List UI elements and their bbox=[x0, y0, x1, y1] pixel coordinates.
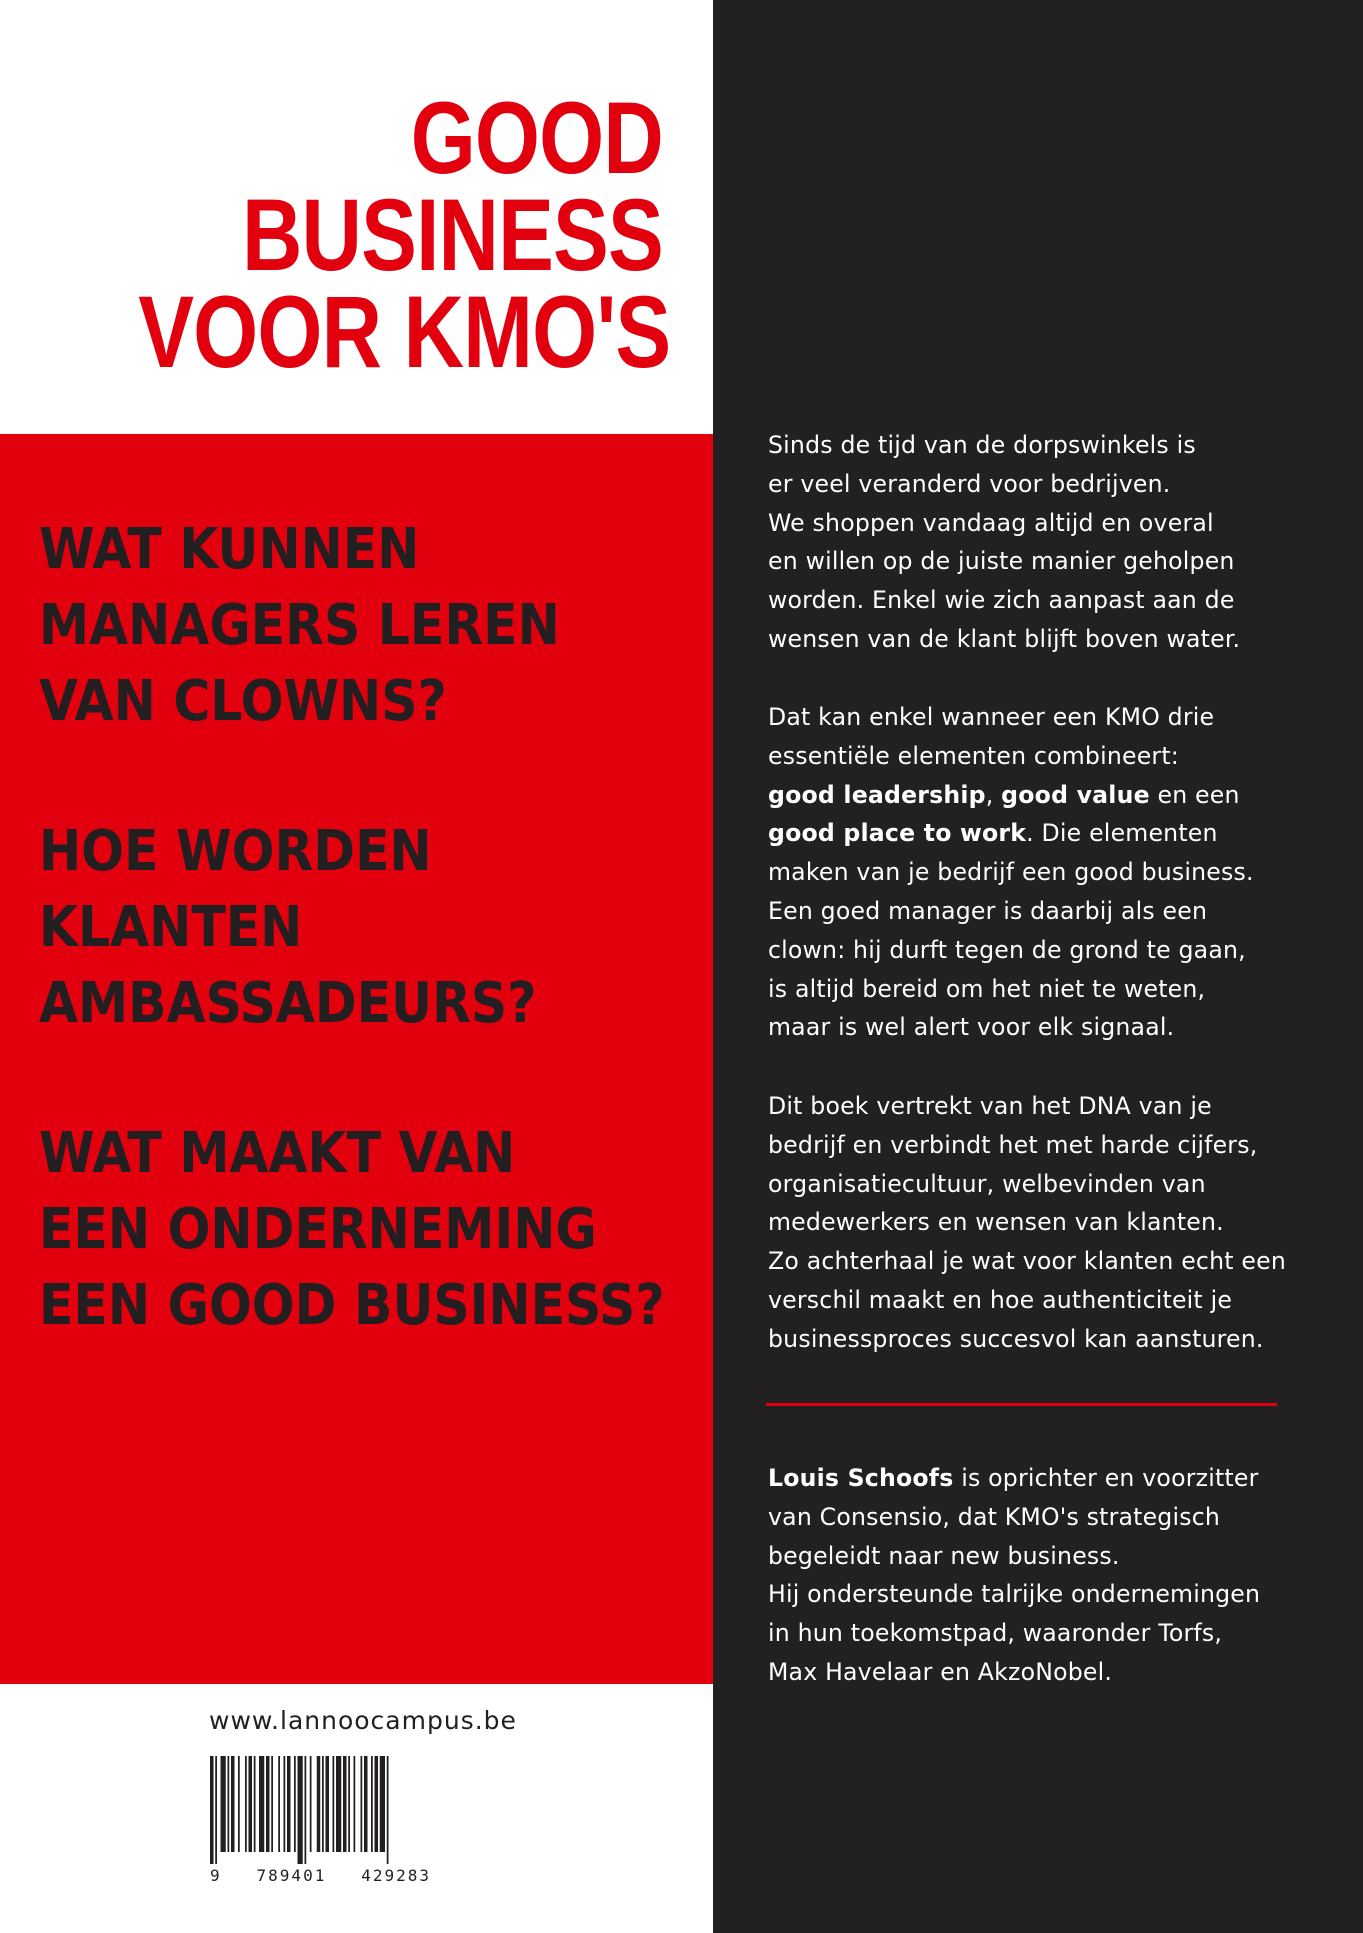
barcode-bar bbox=[284, 1756, 286, 1852]
barcode-bar bbox=[348, 1756, 350, 1852]
barcode-bar bbox=[387, 1756, 389, 1864]
barcode-bar bbox=[375, 1756, 379, 1852]
question-line: AMBASSADEURS? bbox=[39, 971, 537, 1036]
isbn-digits: 9 789401 429283 bbox=[210, 1866, 432, 1885]
question-line: MANAGERS LEREN bbox=[39, 593, 560, 658]
blurb-line: We shoppen vandaag altijd en overal bbox=[768, 508, 1214, 537]
blurb-line: verschil maakt en hoe authenticiteit je bbox=[768, 1285, 1233, 1314]
barcode-bar bbox=[278, 1756, 280, 1852]
question-line: HOE WORDEN bbox=[39, 819, 432, 884]
barcode-bar bbox=[254, 1756, 256, 1852]
question-line: EEN GOOD BUSINESS? bbox=[39, 1273, 665, 1338]
blurb-line: Sinds de tijd van de dorpswinkels is bbox=[768, 431, 1196, 459]
barcode-bar bbox=[361, 1756, 363, 1852]
barcode-bar bbox=[245, 1756, 247, 1852]
barcode-bar bbox=[364, 1756, 368, 1852]
blurb-line: er veel veranderd voor bedrijven. bbox=[768, 469, 1171, 498]
question-line: KLANTEN bbox=[39, 895, 303, 960]
bold-term: good place to work bbox=[768, 819, 1027, 848]
blurb-line: van Consensio, dat KMO's strategisch bbox=[768, 1502, 1221, 1531]
barcode-bar bbox=[343, 1756, 347, 1852]
barcode-bar bbox=[228, 1756, 230, 1852]
blurb-line: Dit boek vertrekt van het DNA van je bbox=[768, 1092, 1212, 1120]
blurb-line: Zo achterhaal je wat voor klanten echt een bbox=[768, 1247, 1286, 1276]
blurb-line: en willen op de juiste manier geholpen bbox=[768, 547, 1235, 576]
blurb-line: Een goed manager is daarbij als een bbox=[768, 896, 1208, 925]
barcode-bar bbox=[238, 1756, 240, 1852]
barcode-bar bbox=[210, 1756, 214, 1864]
question-1 bbox=[0, 512, 651, 740]
blurb-text: . Die elementen bbox=[1026, 819, 1218, 848]
question-line: EEN ONDERNEMING bbox=[39, 1197, 597, 1262]
blurb-paragraph-2 bbox=[768, 698, 1288, 1047]
barcode-bar bbox=[294, 1756, 296, 1852]
barcode-bar bbox=[221, 1756, 226, 1852]
blurb-line bbox=[768, 814, 1288, 853]
blurb-line: essentiële elementen combineert: bbox=[768, 741, 1179, 770]
blurb-line bbox=[768, 776, 1288, 815]
blurb-paragraph-1 bbox=[768, 426, 1288, 659]
barcode-bar bbox=[231, 1756, 235, 1852]
barcode-bar bbox=[259, 1756, 264, 1852]
barcode-bar bbox=[326, 1756, 330, 1852]
question-line: WAT KUNNEN bbox=[39, 517, 420, 582]
blurb-line: clown: hij durft tegen de grond te gaan, bbox=[768, 935, 1246, 964]
barcode-bar bbox=[336, 1756, 341, 1852]
barcode-bar bbox=[271, 1756, 273, 1852]
book-title bbox=[23, 81, 671, 389]
blurb-line: businessproces succesvol kan aansturen. bbox=[768, 1324, 1264, 1353]
barcode-bar bbox=[371, 1756, 373, 1852]
barcode-bar bbox=[305, 1756, 307, 1864]
bold-term: good value bbox=[1001, 780, 1150, 809]
blurb-line: wensen van de klant blijft boven water. bbox=[768, 624, 1241, 653]
blurb-line: Max Havelaar en AkzoNobel. bbox=[768, 1657, 1113, 1686]
blurb-line: begeleidt naar new business. bbox=[768, 1541, 1120, 1570]
author-bio bbox=[768, 1459, 1288, 1692]
title-line: BUSINESS bbox=[241, 178, 663, 292]
blurb-line: in hun toekomstpad, waaronder Torfs, bbox=[768, 1619, 1223, 1648]
barcode-bar bbox=[333, 1756, 335, 1852]
barcode-bar bbox=[380, 1756, 385, 1852]
barcode-bar bbox=[287, 1756, 291, 1852]
blurb-line: worden. Enkel wie zich aanpast aan de bbox=[768, 586, 1235, 615]
blurb-line: organisatiecultuur, welbevinden van bbox=[768, 1169, 1206, 1198]
blurb-paragraph-3 bbox=[768, 1087, 1288, 1359]
barcode-bar bbox=[310, 1756, 312, 1852]
blurb-line bbox=[768, 1459, 1288, 1498]
publisher-website[interactable]: www.lannoocampus.be bbox=[209, 1706, 517, 1735]
bold-term: good leadership bbox=[768, 780, 986, 809]
barcode-icon bbox=[210, 1756, 490, 1864]
blurb-line: maken van je bedrijf een good business. bbox=[768, 858, 1254, 887]
question-3 bbox=[0, 1116, 665, 1344]
blurb-line: maar is wel alert voor elk signaal. bbox=[768, 1013, 1175, 1042]
blurb-line: medewerkers en wensen van klanten. bbox=[768, 1208, 1224, 1237]
barcode-bar bbox=[215, 1756, 217, 1864]
blurb-line: Hij ondersteunde talrijke ondernemingen bbox=[768, 1580, 1261, 1609]
barcode-bar bbox=[266, 1756, 270, 1852]
barcode-bar bbox=[317, 1756, 321, 1852]
barcode-bar bbox=[249, 1756, 253, 1852]
author-name: Louis Schoofs bbox=[768, 1464, 954, 1492]
title-line: GOOD bbox=[410, 81, 663, 195]
barcode-bar bbox=[298, 1756, 303, 1864]
blurb-text: is oprichter en voorzitter bbox=[953, 1464, 1259, 1492]
question-2 bbox=[0, 814, 651, 1042]
barcode-bar bbox=[354, 1756, 356, 1852]
title-line: VOOR KMO'S bbox=[138, 275, 671, 389]
separator-text: , bbox=[985, 780, 1002, 809]
blurb-line: is altijd bereid om het niet te weten, bbox=[768, 974, 1206, 1003]
blurb-line: Dat kan enkel wanneer een KMO drie bbox=[768, 703, 1215, 731]
barcode-bar bbox=[322, 1756, 324, 1852]
red-divider bbox=[766, 1403, 1277, 1406]
question-line: WAT MAAKT VAN bbox=[39, 1121, 516, 1186]
question-line: VAN CLOWNS? bbox=[39, 669, 447, 734]
blurb-line: bedrijf en verbindt het met harde cijfers, bbox=[768, 1130, 1258, 1159]
blurb-text: en een bbox=[1149, 780, 1240, 809]
